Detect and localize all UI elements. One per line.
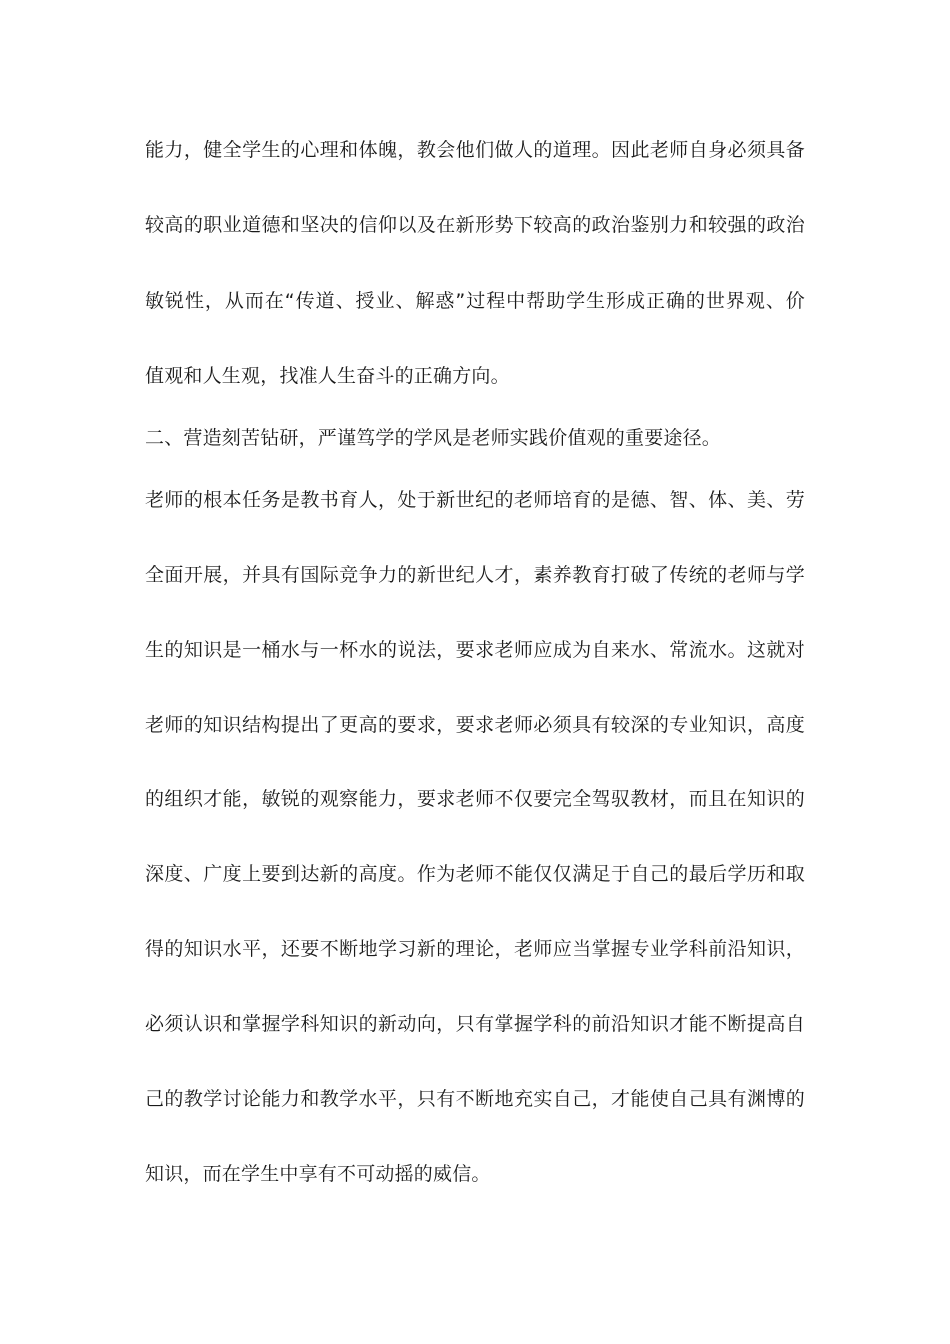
paragraph-2-line-1: 老师的根本任务是教书育人，处于新世纪的老师培育的是德、智、体、美、劳	[145, 489, 805, 511]
paragraph-1-line-3: 敏锐性，从而在“传道、授业、解惑”过程中帮助学生形成正确的世界观、价	[145, 290, 805, 312]
paragraph-2-line-6: 深度、广度上要到达新的高度。作为老师不能仅仅满足于自己的最后学历和取	[145, 863, 805, 885]
paragraph-2-line-3: 生的知识是一桶水与一杯水的说法，要求老师应成为自来水、常流水。这就对	[145, 639, 805, 661]
paragraph-2-line-8: 必须认识和掌握学科知识的新动向，只有掌握学科的前沿知识才能不断提高自	[145, 1013, 805, 1035]
section-heading-2: 二、营造刻苦钻研，严谨笃学的学风是老师实践价值观的重要途径。	[145, 427, 722, 449]
paragraph-1-line-4: 值观和人生观，找准人生奋斗的正确方向。	[145, 365, 510, 387]
paragraph-2-line-5: 的组织才能，敏锐的观察能力，要求老师不仅要完全驾驭教材，而且在知识的	[145, 788, 805, 810]
paragraph-2-line-10: 知识，而在学生中享有不可动摇的威信。	[145, 1163, 491, 1185]
paragraph-2-line-9: 己的教学讨论能力和教学水平，只有不断地充实自己，才能使自己具有渊博的	[145, 1088, 805, 1110]
paragraph-1-line-2: 较高的职业道德和坚决的信仰以及在新形势下较高的政治鉴别力和较强的政治	[145, 214, 805, 236]
paragraph-2-line-7: 得的知识水平，还要不断地学习新的理论，老师应当掌握专业学科前沿知识，	[145, 938, 805, 960]
paragraph-1-line-1: 能力，健全学生的心理和体魄，教会他们做人的道理。因此老师自身必须具备	[145, 139, 805, 161]
paragraph-2-line-4: 老师的知识结构提出了更高的要求，要求老师必须具有较深的专业知识，高度	[145, 714, 805, 736]
paragraph-2-line-2: 全面开展，并具有国际竞争力的新世纪人才，素养教育打破了传统的老师与学	[145, 564, 805, 586]
